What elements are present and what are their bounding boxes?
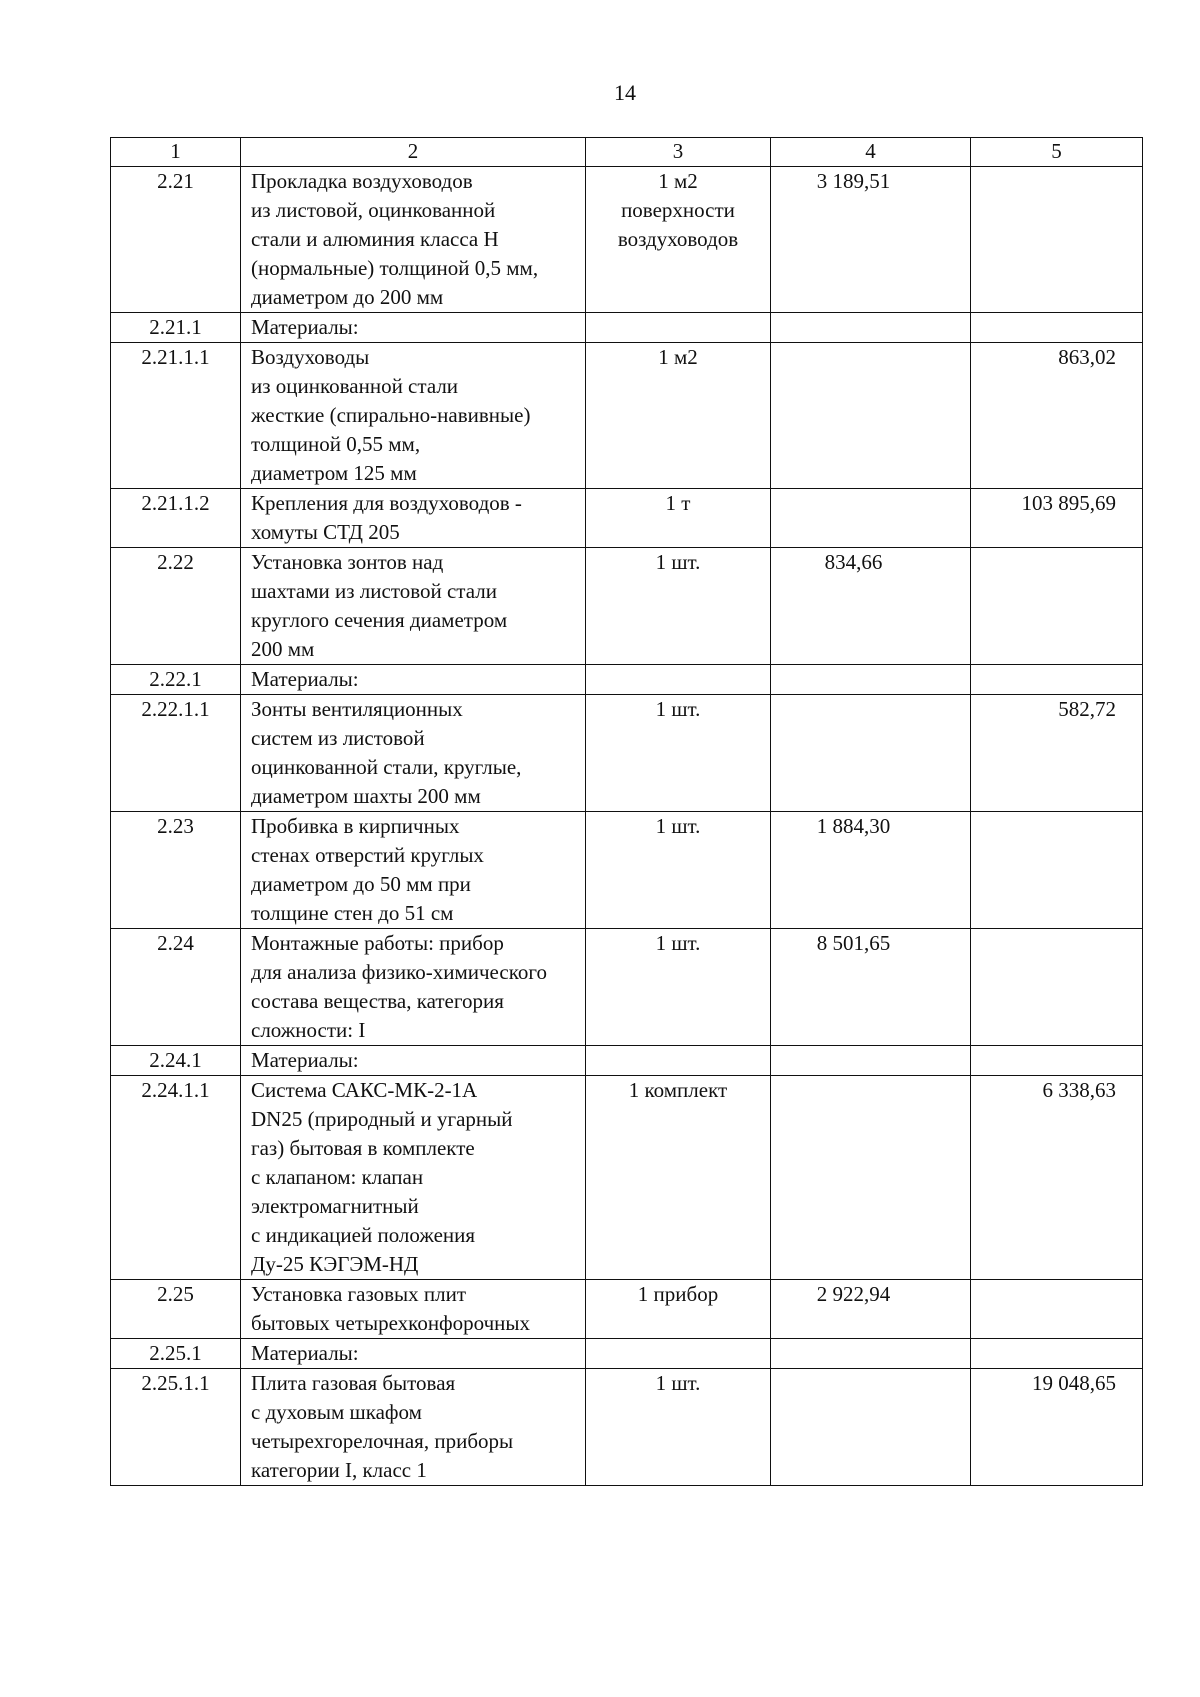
material-price-cell bbox=[971, 812, 1143, 929]
page-number: 14 bbox=[614, 80, 636, 105]
table-row bbox=[111, 489, 1143, 548]
row-number-cell: 2.22 bbox=[111, 548, 241, 665]
table-row bbox=[111, 1076, 1143, 1280]
unit-cell: 1 т bbox=[586, 489, 771, 548]
header-cell: 3 bbox=[586, 138, 771, 167]
material-price-cell: 19 048,65 bbox=[971, 1369, 1143, 1486]
table-row bbox=[111, 665, 1143, 695]
price-table bbox=[110, 137, 1143, 1486]
work-price-cell bbox=[771, 665, 971, 695]
row-number-cell: 2.24 bbox=[111, 929, 241, 1046]
unit-cell bbox=[586, 1046, 771, 1076]
material-price-cell bbox=[971, 1046, 1143, 1076]
header-cell: 2 bbox=[241, 138, 586, 167]
item-name-cell: Прокладка воздуховодов из листовой, оцинкованной стали и алюминия класса Н (нормальные) толщиной 0,5 мм, диаметром до 200 мм bbox=[241, 167, 586, 313]
unit-cell bbox=[586, 665, 771, 695]
item-name-cell: Материалы: bbox=[241, 665, 586, 695]
item-name-cell: Установка газовых плит бытовых четырехконфорочных bbox=[241, 1280, 586, 1339]
work-price-cell: 2 922,94 bbox=[771, 1280, 971, 1339]
table-row bbox=[111, 1369, 1143, 1486]
table-row bbox=[111, 167, 1143, 313]
item-name-cell: Материалы: bbox=[241, 313, 586, 343]
row-number-cell: 2.21.1.1 bbox=[111, 343, 241, 489]
table-row bbox=[111, 548, 1143, 665]
table-row bbox=[111, 812, 1143, 929]
row-number-cell: 2.24.1.1 bbox=[111, 1076, 241, 1280]
table-row bbox=[111, 343, 1143, 489]
unit-cell: 1 прибор bbox=[586, 1280, 771, 1339]
work-price-cell bbox=[771, 1046, 971, 1076]
unit-cell bbox=[586, 1339, 771, 1369]
table-row bbox=[111, 1046, 1143, 1076]
material-price-cell bbox=[971, 929, 1143, 1046]
header-cell: 4 bbox=[771, 138, 971, 167]
row-number-cell: 2.25.1.1 bbox=[111, 1369, 241, 1486]
material-price-cell bbox=[971, 665, 1143, 695]
material-price-cell bbox=[971, 167, 1143, 313]
work-price-cell bbox=[771, 695, 971, 812]
unit-cell: 1 комплект bbox=[586, 1076, 771, 1280]
item-name-cell: Пробивка в кирпичных стенах отверстий круглых диаметром до 50 мм при толщине стен до 51 см bbox=[241, 812, 586, 929]
row-number-cell: 2.25 bbox=[111, 1280, 241, 1339]
material-price-cell: 863,02 bbox=[971, 343, 1143, 489]
unit-cell bbox=[586, 313, 771, 343]
item-name-cell: Зонты вентиляционных систем из листовой оцинкованной стали, круглые, диаметром шахты 200 мм bbox=[241, 695, 586, 812]
item-name-cell: Материалы: bbox=[241, 1339, 586, 1369]
header-cell: 1 bbox=[111, 138, 241, 167]
work-price-cell bbox=[771, 1369, 971, 1486]
material-price-cell bbox=[971, 548, 1143, 665]
work-price-cell: 834,66 bbox=[771, 548, 971, 665]
table-row bbox=[111, 929, 1143, 1046]
item-name-cell: Крепления для воздуховодов - хомуты СТД 205 bbox=[241, 489, 586, 548]
work-price-cell bbox=[771, 313, 971, 343]
work-price-cell: 1 884,30 bbox=[771, 812, 971, 929]
row-number-cell: 2.24.1 bbox=[111, 1046, 241, 1076]
row-number-cell: 2.23 bbox=[111, 812, 241, 929]
row-number-cell: 2.22.1.1 bbox=[111, 695, 241, 812]
table-row bbox=[111, 695, 1143, 812]
unit-cell: 1 шт. bbox=[586, 812, 771, 929]
material-price-cell bbox=[971, 1280, 1143, 1339]
work-price-cell bbox=[771, 1076, 971, 1280]
work-price-cell bbox=[771, 343, 971, 489]
material-price-cell bbox=[971, 313, 1143, 343]
work-price-cell: 3 189,51 bbox=[771, 167, 971, 313]
material-price-cell: 582,72 bbox=[971, 695, 1143, 812]
item-name-cell: Установка зонтов над шахтами из листовой стали круглого сечения диаметром 200 мм bbox=[241, 548, 586, 665]
material-price-cell: 6 338,63 bbox=[971, 1076, 1143, 1280]
item-name-cell: Воздуховоды из оцинкованной стали жесткие (спирально-навивные) толщиной 0,55 мм, диаметром 125 мм bbox=[241, 343, 586, 489]
row-number-cell: 2.25.1 bbox=[111, 1339, 241, 1369]
header-cell: 5 bbox=[971, 138, 1143, 167]
unit-cell: 1 шт. bbox=[586, 1369, 771, 1486]
work-price-cell: 8 501,65 bbox=[771, 929, 971, 1046]
unit-cell: 1 м2 поверхности воздуховодов bbox=[586, 167, 771, 313]
material-price-cell bbox=[971, 1339, 1143, 1369]
material-price-cell: 103 895,69 bbox=[971, 489, 1143, 548]
item-name-cell: Монтажные работы: прибор для анализа физико-химического состава вещества, категория сложности: I bbox=[241, 929, 586, 1046]
unit-cell: 1 шт. bbox=[586, 695, 771, 812]
work-price-cell bbox=[771, 489, 971, 548]
header-row bbox=[111, 138, 1143, 167]
unit-cell: 1 шт. bbox=[586, 929, 771, 1046]
table-row bbox=[111, 313, 1143, 343]
item-name-cell: Материалы: bbox=[241, 1046, 586, 1076]
row-number-cell: 2.22.1 bbox=[111, 665, 241, 695]
work-price-cell bbox=[771, 1339, 971, 1369]
row-number-cell: 2.21 bbox=[111, 167, 241, 313]
table-row bbox=[111, 1280, 1143, 1339]
unit-cell: 1 шт. bbox=[586, 548, 771, 665]
item-name-cell: Плита газовая бытовая с духовым шкафом четырехгорелочная, приборы категории I, класс 1 bbox=[241, 1369, 586, 1486]
item-name-cell: Система САКС-МК-2-1А DN25 (природный и угарный газ) бытовая в комплекте с клапаном: клапан электромагнитный с индикацией положения Ду-25 КЭГЭМ-НД bbox=[241, 1076, 586, 1280]
table-row bbox=[111, 1339, 1143, 1369]
row-number-cell: 2.21.1 bbox=[111, 313, 241, 343]
unit-cell: 1 м2 bbox=[586, 343, 771, 489]
row-number-cell: 2.21.1.2 bbox=[111, 489, 241, 548]
